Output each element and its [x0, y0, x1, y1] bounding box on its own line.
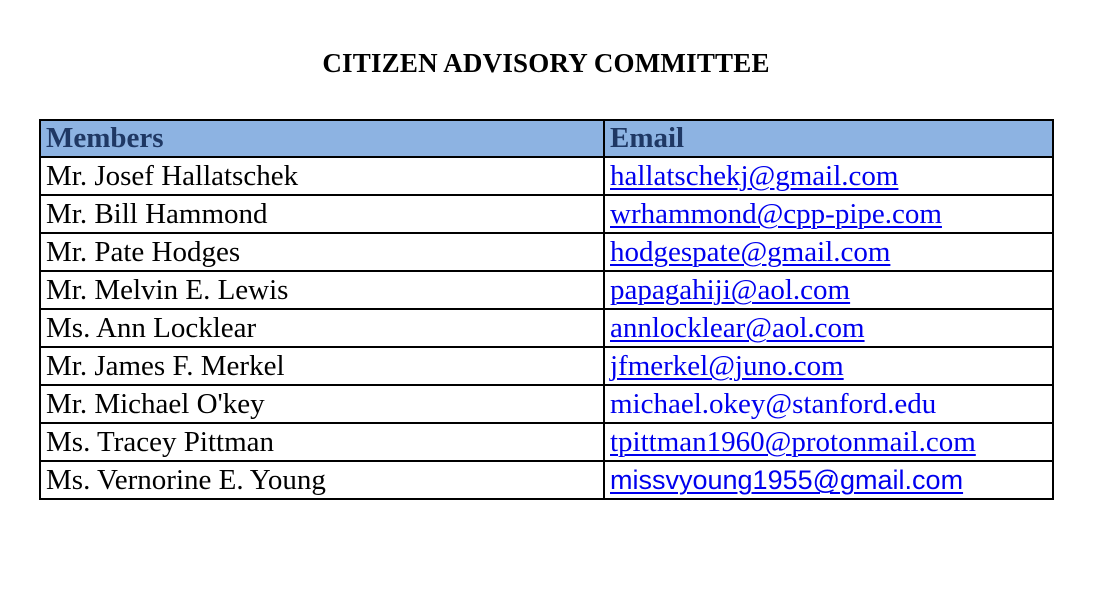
member-name: Mr. Pate Hodges [40, 233, 604, 271]
table-row [40, 347, 1053, 385]
email-link[interactable]: wrhammond@cpp-pipe.com [610, 198, 942, 230]
members-table [39, 119, 1054, 500]
email-link[interactable]: hallatschekj@gmail.com [610, 160, 899, 192]
email-text: michael.okey@stanford.edu [610, 388, 937, 420]
email-link[interactable]: tpittman1960@protonmail.com [610, 426, 976, 458]
member-name: Ms. Ann Locklear [40, 309, 604, 347]
table-row [40, 309, 1053, 347]
member-name: Mr. Josef Hallatschek [40, 157, 604, 195]
member-name: Mr. James F. Merkel [40, 347, 604, 385]
email-link[interactable]: hodgespate@gmail.com [610, 236, 891, 268]
page-title: CITIZEN ADVISORY COMMITTEE [322, 48, 770, 78]
table-row [40, 195, 1053, 233]
table-row [40, 461, 1053, 499]
email-link[interactable]: jfmerkel@juno.com [610, 350, 844, 382]
column-header-email: Email [604, 120, 1053, 157]
table-row [40, 385, 1053, 423]
table-row [40, 423, 1053, 461]
member-name: Mr. Bill Hammond [40, 195, 604, 233]
member-name: Mr. Melvin E. Lewis [40, 271, 604, 309]
table-header-row [40, 120, 1053, 157]
column-header-members: Members [40, 120, 604, 157]
member-name: Mr. Michael O'key [40, 385, 604, 423]
table-row [40, 157, 1053, 195]
email-link[interactable]: missvyoung1955@gmail.com [610, 465, 964, 495]
email-link[interactable]: papagahiji@aol.com [610, 274, 851, 306]
email-link[interactable]: annlocklear@aol.com [610, 312, 865, 344]
table-row [40, 271, 1053, 309]
member-name: Ms. Vernorine E. Young [40, 461, 604, 499]
table-row [40, 233, 1053, 271]
member-name: Ms. Tracey Pittman [40, 423, 604, 461]
